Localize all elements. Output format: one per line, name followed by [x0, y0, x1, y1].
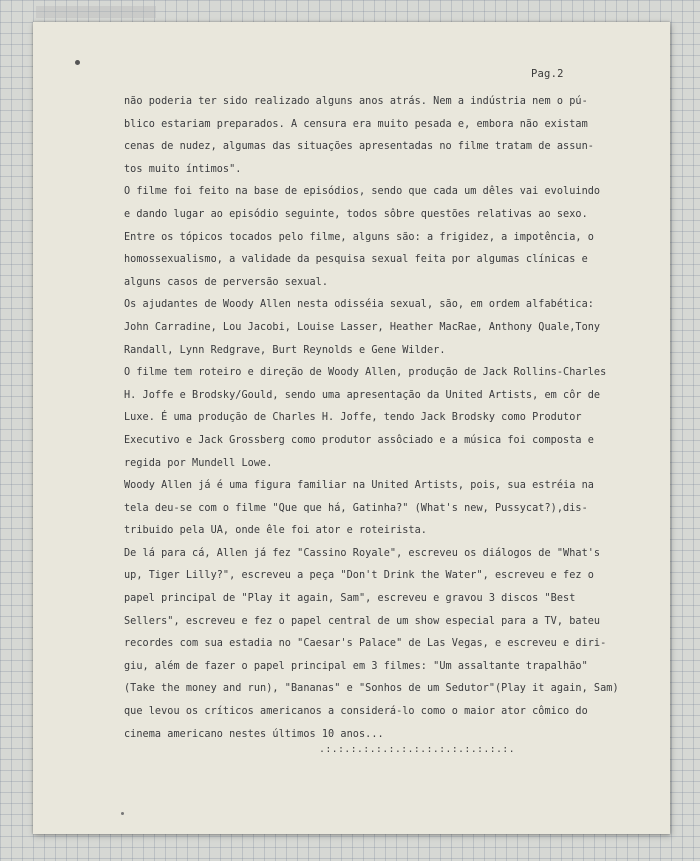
text-line: tela deu-se com o filme "Que que há, Gatinha?" (What's new, Pussycat?),dis-: [124, 502, 588, 514]
text-line: regida por Mundell Lowe.: [124, 457, 273, 469]
typewritten-page: [33, 22, 670, 834]
page-number: Pag.2: [531, 68, 564, 80]
text-line: (Take the money and run), "Bananas" e "Sonhos de um Sedutor"(Play it again, Sam): [124, 683, 619, 695]
text-line: que levou os críticos americanos a considerá-lo como o maior ator cômico do: [124, 706, 588, 718]
stray-mark: [121, 812, 124, 815]
text-line: recordes com sua estadia no "Caesar's Palace" de Las Vegas, e escreveu e diri-: [124, 638, 607, 650]
text-line: De lá para cá, Allen já fez "Cassino Royale", escreveu os diálogos de "What's: [124, 547, 601, 559]
text-line: Sellers", escreveu e fez o papel central de um show especial para a TV, bateu: [124, 615, 601, 627]
closing-ornament: .:.:.:.:.:.:.:.:.:.:.:.:.:.:.:.: [319, 744, 515, 755]
text-line: tribuido pela UA, onde êle foi ator e roteirista.: [124, 525, 427, 537]
text-line: cinema americano nestes últimos 10 anos...: [124, 728, 384, 740]
text-line: Woody Allen já é uma figura familiar na United Artists, pois, sua estréia na: [124, 480, 594, 492]
text-line: Entre os tópicos tocados pelo filme, alguns são: a frigidez, a impotência, o: [124, 231, 594, 243]
text-line: Luxe. É uma produção de Charles H. Joffe, tendo Jack Brodsky como Produtor: [124, 412, 582, 424]
text-line: Executivo e Jack Grossberg como produtor assôciado e a música foi composta e: [124, 434, 594, 446]
text-line: tos muito íntimos".: [124, 163, 242, 175]
text-line: cenas de nudez, algumas das situações apresentadas no filme tratam de assun-: [124, 141, 594, 153]
text-line: H. Joffe e Brodsky/Gould, sendo uma apresentação da United Artists, em côr de: [124, 389, 601, 401]
text-line: John Carradine, Lou Jacobi, Louise Lasser, Heather MacRae, Anthony Quale,Tony: [124, 321, 601, 333]
body-text: [124, 91, 644, 746]
text-line: giu, além de fazer o papel principal em 3 filmes: "Um assaltante trapalhão": [124, 660, 588, 672]
text-line: Randall, Lynn Redgrave, Burt Reynolds e Gene Wilder.: [124, 344, 446, 356]
text-line: Os ajudantes de Woody Allen nesta odisséia sexual, são, em ordem alfabética:: [124, 299, 594, 311]
punch-hole: [75, 60, 80, 65]
top-edge-strip: [36, 6, 156, 18]
text-line: não poderia ter sido realizado alguns anos atrás. Nem a indústria nem o pú-: [124, 96, 588, 107]
text-line: homossexualismo, a validade da pesquisa sexual feita por algumas clínicas e: [124, 254, 588, 266]
text-line: e dando lugar ao episódio seguinte, todos sôbre questões relativas ao sexo.: [124, 208, 588, 220]
text-line: blico estariam preparados. A censura era muito pesada e, embora não existam: [124, 118, 588, 130]
text-line: O filme tem roteiro e direção de Woody Allen, produção de Jack Rollins-Charles: [124, 367, 607, 379]
text-line: alguns casos de perversão sexual.: [124, 276, 329, 288]
text-line: up, Tiger Lilly?", escreveu a peça "Don't Drink the Water", escreveu e fez o: [124, 570, 594, 582]
text-line: O filme foi feito na base de episódios, sendo que cada um dêles vai evoluindo: [124, 186, 601, 198]
text-line: papel principal de "Play it again, Sam", escreveu e gravou 3 discos "Best: [124, 593, 576, 605]
